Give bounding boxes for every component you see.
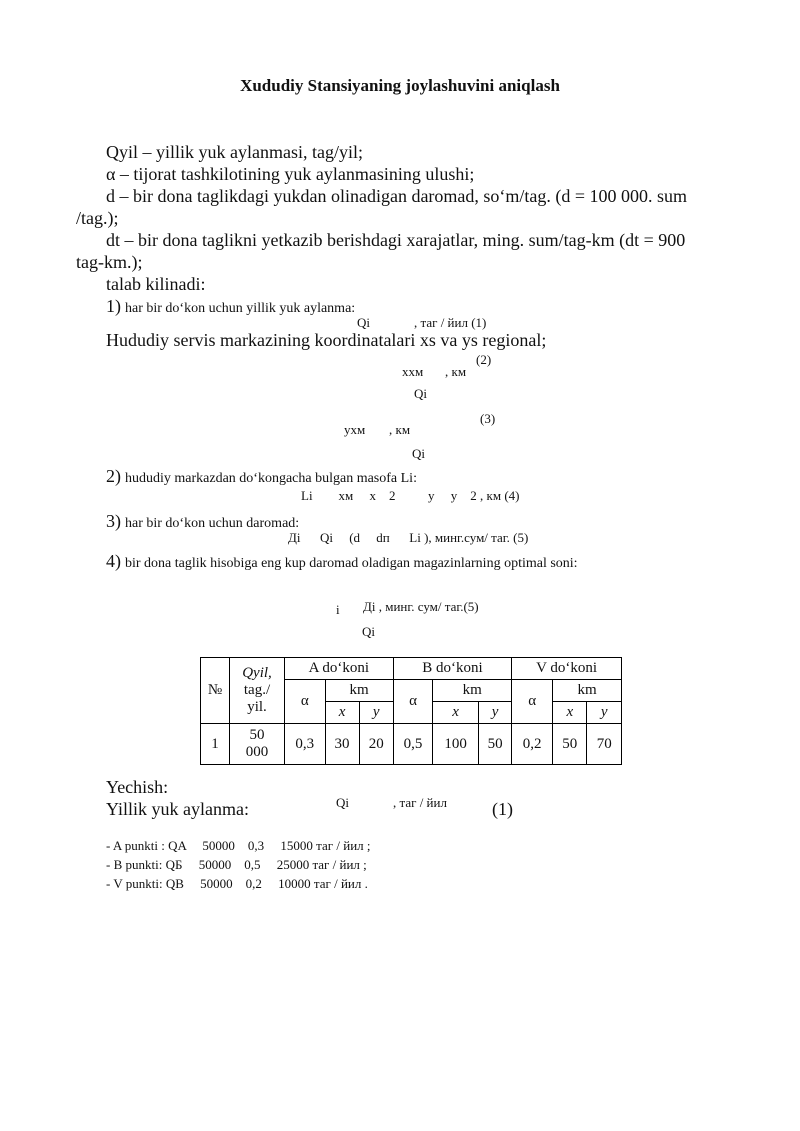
header-v-y: y — [587, 702, 622, 724]
step-number: 2) — [106, 466, 121, 486]
header-b-km: km — [433, 680, 512, 702]
formula-6-denominator: Qi — [362, 624, 375, 639]
table-cell: 50 — [478, 724, 511, 765]
table-row — [201, 724, 622, 765]
step-text: har bir do‘kon uchun yillik yuk aylanma: — [125, 301, 356, 316]
header-number: № — [201, 658, 230, 724]
table-cell-line: 50 — [249, 727, 265, 743]
header-v-shop: V do‘koni — [512, 658, 622, 680]
table-cell: 20 — [359, 724, 393, 765]
step-3 — [106, 510, 299, 532]
solution-v-punkt: - V punkti: QВ 50000 0,2 10000 таг / йил . — [106, 876, 368, 891]
header-b-shop: B do‘koni — [393, 658, 511, 680]
formula-3-denominator: Qi — [412, 446, 425, 461]
header-v-x: x — [553, 702, 587, 724]
solution-b-punkt: - B punkti: QБ 50000 0,5 25000 таг / йил ; — [106, 857, 367, 872]
header-a-y: y — [359, 702, 393, 724]
step-text: bir dona taglik hisobiga eng kup daromad oladigan magazinlarning optimal soni: — [125, 556, 578, 571]
required-label: talab kilinadi: — [106, 274, 206, 294]
header-qyil-line3: yil. — [247, 699, 267, 715]
header-a-shop: A do‘koni — [285, 658, 394, 680]
formula-6-index: i — [336, 602, 340, 617]
formula-3-numerator: yxм — [344, 422, 366, 437]
table-cell: 0,2 — [512, 724, 553, 765]
solution-formula-symbol: Qi — [336, 795, 349, 810]
header-v-km: km — [553, 680, 622, 702]
formula-2-numerator: xxм — [402, 364, 424, 379]
step-2 — [106, 465, 417, 487]
definition-dt: dt – bir dona taglikni yetkazib berishdagi xarajatlar, ming. sum/tag-km (dt = 900 — [106, 230, 686, 250]
table-cell — [230, 724, 285, 765]
formula-5: Дi Qi (d dп Li ), минг.сум/ таг. (5) — [288, 530, 529, 545]
formula-3-unit: , км — [389, 422, 411, 437]
table-cell: 1 — [201, 724, 230, 765]
header-a-x: x — [325, 702, 359, 724]
formula-1-unit: , таг / йил (1) — [414, 315, 487, 330]
header-qyil — [230, 658, 285, 724]
header-qyil-line1: Qyil, — [242, 665, 272, 681]
table-cell: 0,5 — [393, 724, 432, 765]
header-b-y: y — [478, 702, 511, 724]
formula-1-symbol: Qi — [357, 315, 370, 330]
definition-qyil: Qyil – yillik yuk aylanmasi, tag/yil; — [106, 142, 363, 162]
header-b-alpha: α — [393, 680, 432, 724]
solution-formula-number: (1) — [492, 799, 513, 819]
step-number: 1) — [106, 296, 121, 316]
formula-2-number: (2) — [476, 352, 492, 367]
formula-6-numerator: Дi , минг. сум/ таг.(5) — [363, 599, 479, 614]
table-cell: 100 — [433, 724, 479, 765]
step-number: 4) — [106, 551, 121, 571]
data-table — [200, 657, 622, 765]
solution-formula-unit: , таг / йил — [393, 795, 447, 810]
formula-3-number: (3) — [480, 411, 496, 426]
solution-yillik: Yillik yuk aylanma: — [106, 799, 249, 819]
step-1 — [106, 295, 355, 317]
table-cell: 50 — [553, 724, 587, 765]
formula-2-unit: , км — [445, 364, 467, 379]
step-text: hududiy markazdan do‘kongacha bulgan masofa Li: — [125, 471, 417, 486]
step-text: har bir do‘kon uchun daromad: — [125, 516, 300, 531]
table-cell: 30 — [325, 724, 359, 765]
solution-a-punkt: - A punkti : QA 50000 0,3 15000 таг / йил ; — [106, 838, 371, 853]
header-a-alpha: α — [285, 680, 326, 724]
definition-alpha: α – tijorat tashkilotining yuk aylanmasining ulushi; — [106, 164, 475, 184]
definition-d-cont: /tag.); — [76, 208, 119, 228]
solution-heading: Yechish: — [106, 777, 169, 797]
header-v-alpha: α — [512, 680, 553, 724]
hudud-text: Hududiy servis markazining koordinatalari xs va ys regional; — [106, 330, 547, 350]
table-cell: 70 — [587, 724, 622, 765]
header-qyil-line2: tag./ — [243, 682, 271, 698]
header-b-x: x — [433, 702, 479, 724]
step-4 — [106, 550, 578, 572]
step-number: 3) — [106, 511, 121, 531]
page-title: Xududiy Stansiyaning joylashuvini aniqlash — [240, 76, 560, 95]
formula-4: Li xм x 2 y y 2 , км (4) — [301, 488, 520, 503]
definition-d: d – bir dona taglikdagi yukdan olinadigan daromad, so‘m/tag. (d = 100 000. sum — [106, 186, 688, 206]
formula-2-denominator: Qi — [414, 386, 427, 401]
header-a-km: km — [325, 680, 393, 702]
table-cell: 0,3 — [285, 724, 326, 765]
table-cell-line: 000 — [245, 744, 269, 760]
definition-dt-cont: tag-km.); — [76, 252, 143, 272]
